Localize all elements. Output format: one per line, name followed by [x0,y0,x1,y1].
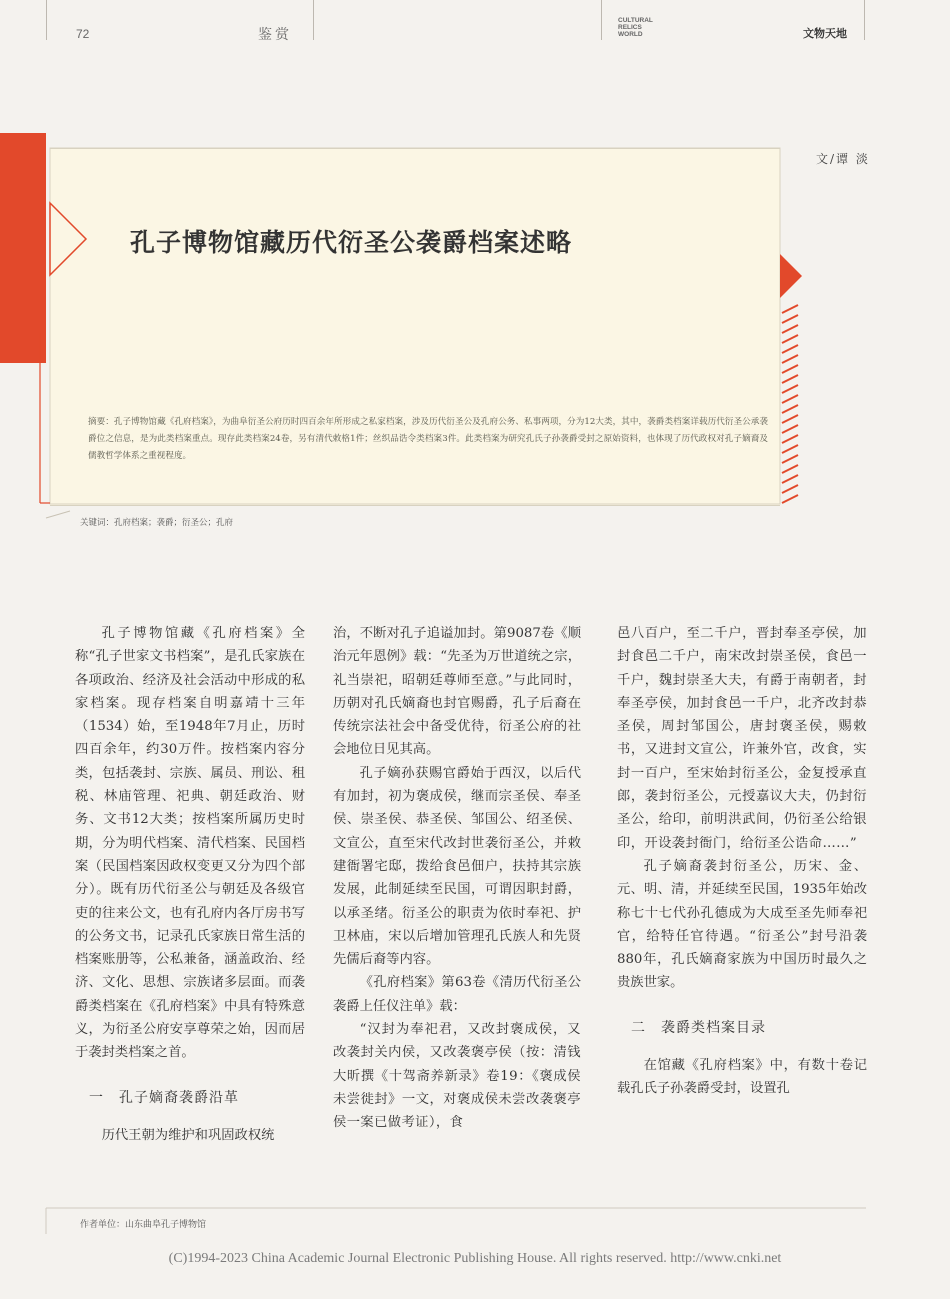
paragraph: 《孔府档案》第63卷《清历代衍圣公袭爵上任仪注单》载： [333,975,581,1014]
paragraph: 历代王朝为维护和巩固政权统 [101,1127,275,1143]
logo-line: CULTURAL [618,17,653,24]
paragraph: 孔子博物馆藏《孔府档案》全称“孔子世家文书档案”，是孔氏家族在各项政治、经济及社会活动中形成的私家档案。现存档案自明嘉靖十三年（1534）始，至1948年7月止，历时四百余年，约30万件。按档案内容分类，包括袭封、宗族、属员、刑讼、租税、林庙管理、祀典、朝廷政治、财务、文书12大类；按档案所属历史时期，分为明代档案、清代档案、民国档案（民国档案因政权变更又分为四个部分）。既有历代衍圣公与朝廷及各级官吏的往来公文，也有孔府内各厅房书写的公务文书，记录孔氏家族日常生活的档案账册等，公私兼备，涵盖政治、经济、文化、思想、宗族诸多层面。而袭爵类档案在《孔府档案》中具有特殊意义，为衍圣公府安享尊荣之始，因而居于袭封类档案之首。 [75,626,305,1061]
author-affiliation: 作者单位：山东曲阜孔子博物馆 [80,1220,207,1230]
section-name: 鉴赏 [258,27,292,43]
article-title: 孔子博物馆藏历代衍圣公袭爵档案述略 [130,228,573,257]
magazine-name: 文物天地 [803,27,847,40]
section-heading-1: 一 孔子嫡裔袭爵沿革 [89,1089,239,1106]
quotation: “汉封为奉祀君，又改封褒成侯，又改袭封关内侯，又改袭褒亭侯（按：清钱大昕撰《十驾斋养新录》卷19：《褒成侯未尝徙封》一文，对褒成侯未尝改袭褒亭侯一案已做考证），食 [333,1022,581,1131]
magazine-logo [618,17,653,38]
paragraph: 治，不断对孔子追谥加封。第9087卷《顺治元年恩例》载：“先圣为万世道统之宗，礼当崇祀，昭朝廷尊师至意。”与此同时，历朝对孔氏嫡裔也封官赐爵，孔子后裔在传统宗法社会中备受优待，衍圣公府的社会地位日见其高。 [333,626,581,758]
article-keywords: 关键词：孔府档案；袭爵；衍圣公；孔府 [80,518,234,528]
right-arrow-icon [780,254,802,298]
section-heading-2: 二 袭爵类档案目录 [631,1019,766,1036]
paragraph: 孔子嫡孙获赐官爵始于西汉，以后代有加封，初为褒成侯，继而宗圣侯、奉圣侯、崇圣侯、恭圣侯、邹国公、绍圣侯、文宣公，直至宋代改封世袭衍圣公，并敕建衙署宅邸，拨给食邑佃户，扶持其宗族发展，此制延续至民国，可谓因职封爵，以承圣绪。衍圣公的职责为依时奉祀、护卫林庙，宋以后增加管理孔氏族人和先贤先儒后裔等内容。 [333,765,581,968]
header-rule-right [864,0,865,40]
header-rule-mid2 [601,0,602,40]
paragraph: 在馆藏《孔府档案》中，有数十卷记载孔氏子孙袭爵受封，设置孔 [617,1058,867,1097]
copyright-notice: (C)1994-2023 China Academic Journal Electronic Publishing House. All rights reserved. http://www.cnki.net [168,1251,782,1266]
right-hatch-pattern [782,305,798,503]
quotation: 邑八百户，至二千户，晋封奉圣亭侯，加封食邑二千户，南宋改封崇圣侯，食邑一千户，魏封崇圣大夫，有爵于南朝者，封奉圣亭侯，加封食邑一千户，北齐改封恭圣侯，周封邹国公，唐封褒圣侯，赐敕书，又进封文宣公，许兼外官，改食，实封一百户，至宋始封衍圣公，金复授承直郎，袭封衍圣公，元授嘉议大夫，仍封衍圣公，给印，前明洪武间，仍衍圣公给银印，开设袭封衙门，给衍圣公诰命……” [617,626,867,851]
logo-line: RELICS [618,24,642,31]
body-column-2 [333,622,581,1135]
paragraph: 孔子嫡裔袭封衍圣公，历宋、金、元、明、清，并延续至民国，1935年始改称七十七代孙孔德成为大成至圣先师奉祀官，给特任官待遇。“衍圣公”封号沿袭880年，孔氏嫡裔家族为中国历时最久之贵族世家。 [617,858,867,991]
header-rule-left [46,0,47,40]
body-column-1 [75,622,305,1147]
article-abstract: 摘要：孔子博物馆藏《孔府档案》，为曲阜衍圣公府历时四百余年所形成之私家档案，涉及历代衍圣公及孔府公务、私事两项，分为12大类，其中，袭爵类档案详载历代衍圣公承袭爵位之信息，是为此类档案重点。现存此类档案24卷，另有清代敕格1件；丝织品诰令类档案3件。此类档案为研究孔氏子孙袭爵受封之原始资料，也体现了历代政权对孔子嫡裔及儒教哲学体系之重视程度。 [88,417,768,461]
body-column-3 [617,622,867,1101]
page-number: 72 [76,27,90,41]
header-rule-mid [313,0,314,40]
left-arrow-icon [50,203,86,275]
keyword-rule-tick [46,511,70,518]
logo-line: WORLD [618,31,643,38]
author-byline: 文/谭 淡 [816,152,870,166]
